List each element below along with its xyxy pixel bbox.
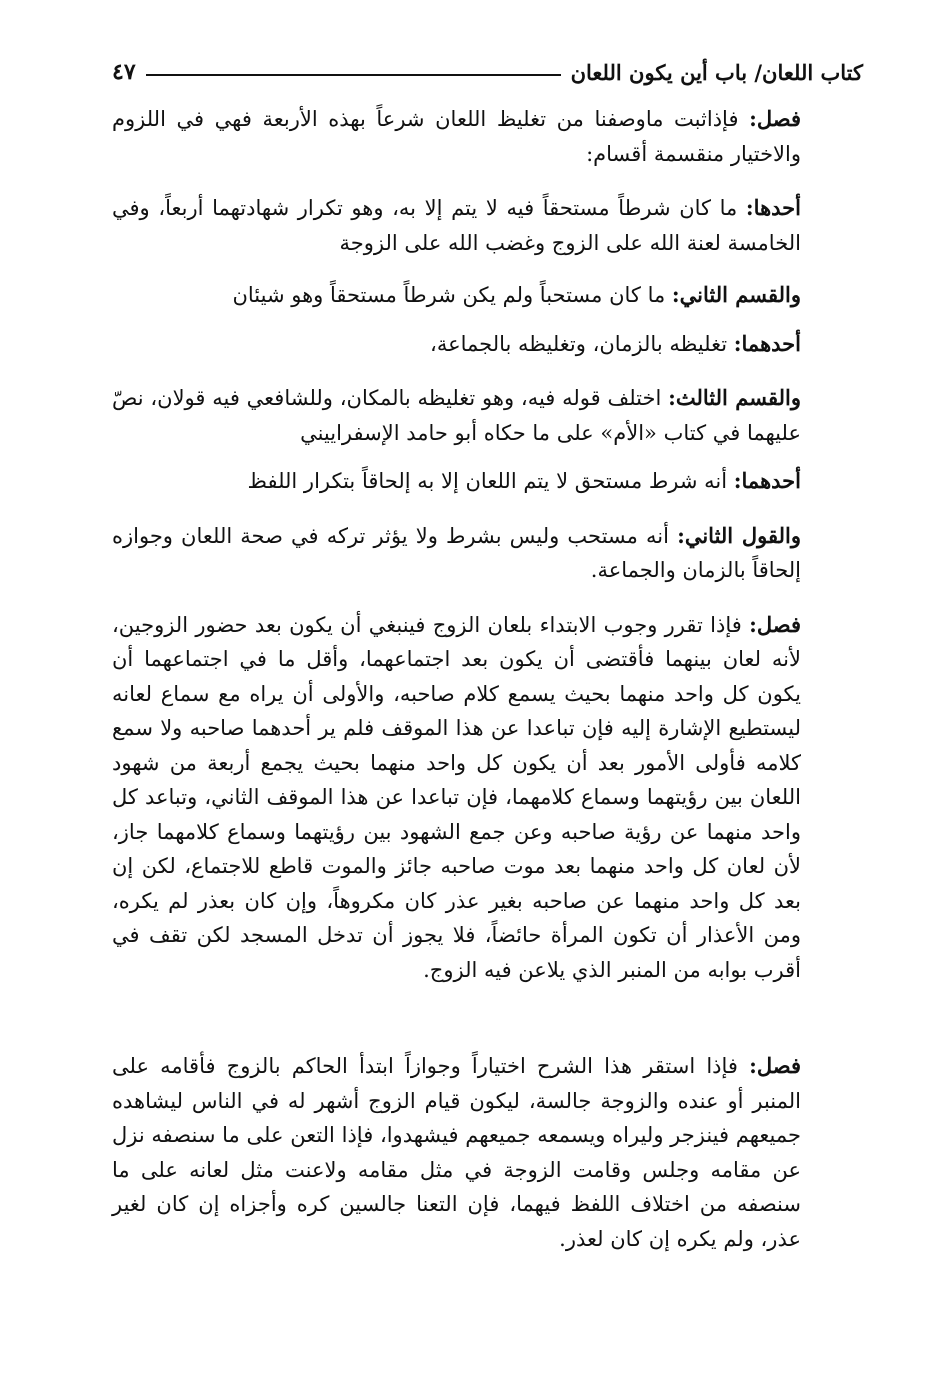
- paragraph-9: [112, 1049, 863, 1256]
- section-lead: أحدهما:: [733, 330, 801, 356]
- section-lead: فصل:: [749, 106, 801, 131]
- paragraph-4: [112, 327, 863, 362]
- section-lead: أحدها:: [745, 195, 801, 220]
- page-number: ٤٧: [112, 59, 136, 85]
- paragraph-text: أنه شرط مستحق لا يتم اللعان إلا به إلحاقاً بتكرار اللفظ: [247, 469, 734, 493]
- paragraph-7: [112, 519, 863, 588]
- section-lead: والقسم الثاني:: [671, 282, 801, 307]
- section-lead: والقسم الثالث:: [668, 385, 801, 410]
- paragraph-text: تغليظه بالزمان، وتغليظه بالجماعة،: [430, 331, 734, 356]
- paragraph-text: فإذا استقر هذا الشرح اختياراً وجوازاً ابتدأ الحاكم بالزوج فأقامه على المنبر أو عنده والزوجة جالسة، ليكون قيام الزوج أشهر له في الناس ليشاهده جميعهم فينزجر وليراه ويسمعه جميعهم فيشهدوا، فإذا التعن على ما سنصفه نزل عن مقامه وجلس وقامت الزوجة في مثل مقامه ولاعنت مثل لعانه على ما سنصفه من اختلاف اللفظ فيهما، فإن التعنا جالسين كره وأجزاه إن كان لغير عذر، ولم يكره إن كان لعذر.: [112, 1054, 801, 1251]
- paragraph-text: ما كان شرطاً مستحقاً فيه لا يتم إلا به، وهو تكرار شهادتهما أربعاً، وفي الخامسة لعنة الله على الزوج وغضب الله على الزوجة: [112, 196, 801, 255]
- section-lead: أحدهما:: [733, 468, 801, 493]
- section-lead: فصل:: [749, 611, 801, 637]
- paragraph-text: فإذاثبت ماوصفنا من تغليظ اللعان شرعاً بهذه الأربعة فهي في اللزوم والاختيار منقسمة أقسام:: [112, 107, 801, 166]
- header-title: كتاب اللعان/ باب أين يكون اللعان: [570, 59, 863, 85]
- section-lead: والقول الثاني:: [677, 522, 801, 548]
- paragraph-6: [112, 464, 863, 499]
- paragraph-2: [112, 191, 863, 260]
- section-lead: فصل:: [749, 1053, 801, 1078]
- paragraph-text: اختلف قوله فيه، وهو تغليظه بالمكان، وللشافعي فيه قولان، نصّ عليهما في كتاب «الأم» على ما حكاه أبو حامد الإسفراييني: [112, 386, 801, 445]
- paragraph-5: [112, 381, 863, 450]
- paragraph-text: ما كان مستحباً ولم يكن شرطاً مستحقاً وهو شيئان: [232, 283, 672, 307]
- paragraph-text: أنه مستحب وليس بشرط ولا يؤثر تركه في صحة اللعان وجوازه إلحاقاً بالزمان والجماعة.: [112, 523, 801, 582]
- paragraph-text: فإذا تقرر وجوب الابتداء بلعان الزوج فينبغي أن يكون بعد حضور الزوجين، لأنه لعان بينهما فأقتضى أن يكون بعد اجتماعهما، وأقل ما في اجتماعهما أن يكون كل واحد منهما بحيث يسمع كلام صاحبه، والأولى أن يراه مع سماع لعانه ليستطيع الإشارة إليه فإن تباعدا عن هذا الموقف فلم ير أحدهما صاحبه ولا سمع كلامه فأولى الأمور بعد أن يكون كل واحد منهما بحيث يجمع أربعة من شهود اللعان بين رؤيتهما وسماع كلامهما، فإن تباعدا عن هذا الموقف الثاني، وتباعد كل واحد منهما عن رؤية صاحبه وعن جمع الشهود بين رؤيتهما وسماع كلامهما جاز، لأن لعان كل واحد منهما بعد موت صاحبه جائز والموت قاطع للاجتماع، لكن إن بعد كل واحد منهما عن صاحبه بغير عذر كان مكروهاً، وإن كان بعذر لم يكره، ومن الأعذار أن تكون المرأة حائضاً، فلا يجوز أن تدخل المسجد لكن تقف في أقرب بوابه من المنبر الذي يلاعن فيه الزوج.: [112, 612, 801, 982]
- paragraph-8: [112, 608, 863, 988]
- running-header: [112, 52, 863, 92]
- paragraph-3: [112, 278, 863, 313]
- paragraph-1: [112, 102, 863, 171]
- header-rule: [146, 74, 561, 76]
